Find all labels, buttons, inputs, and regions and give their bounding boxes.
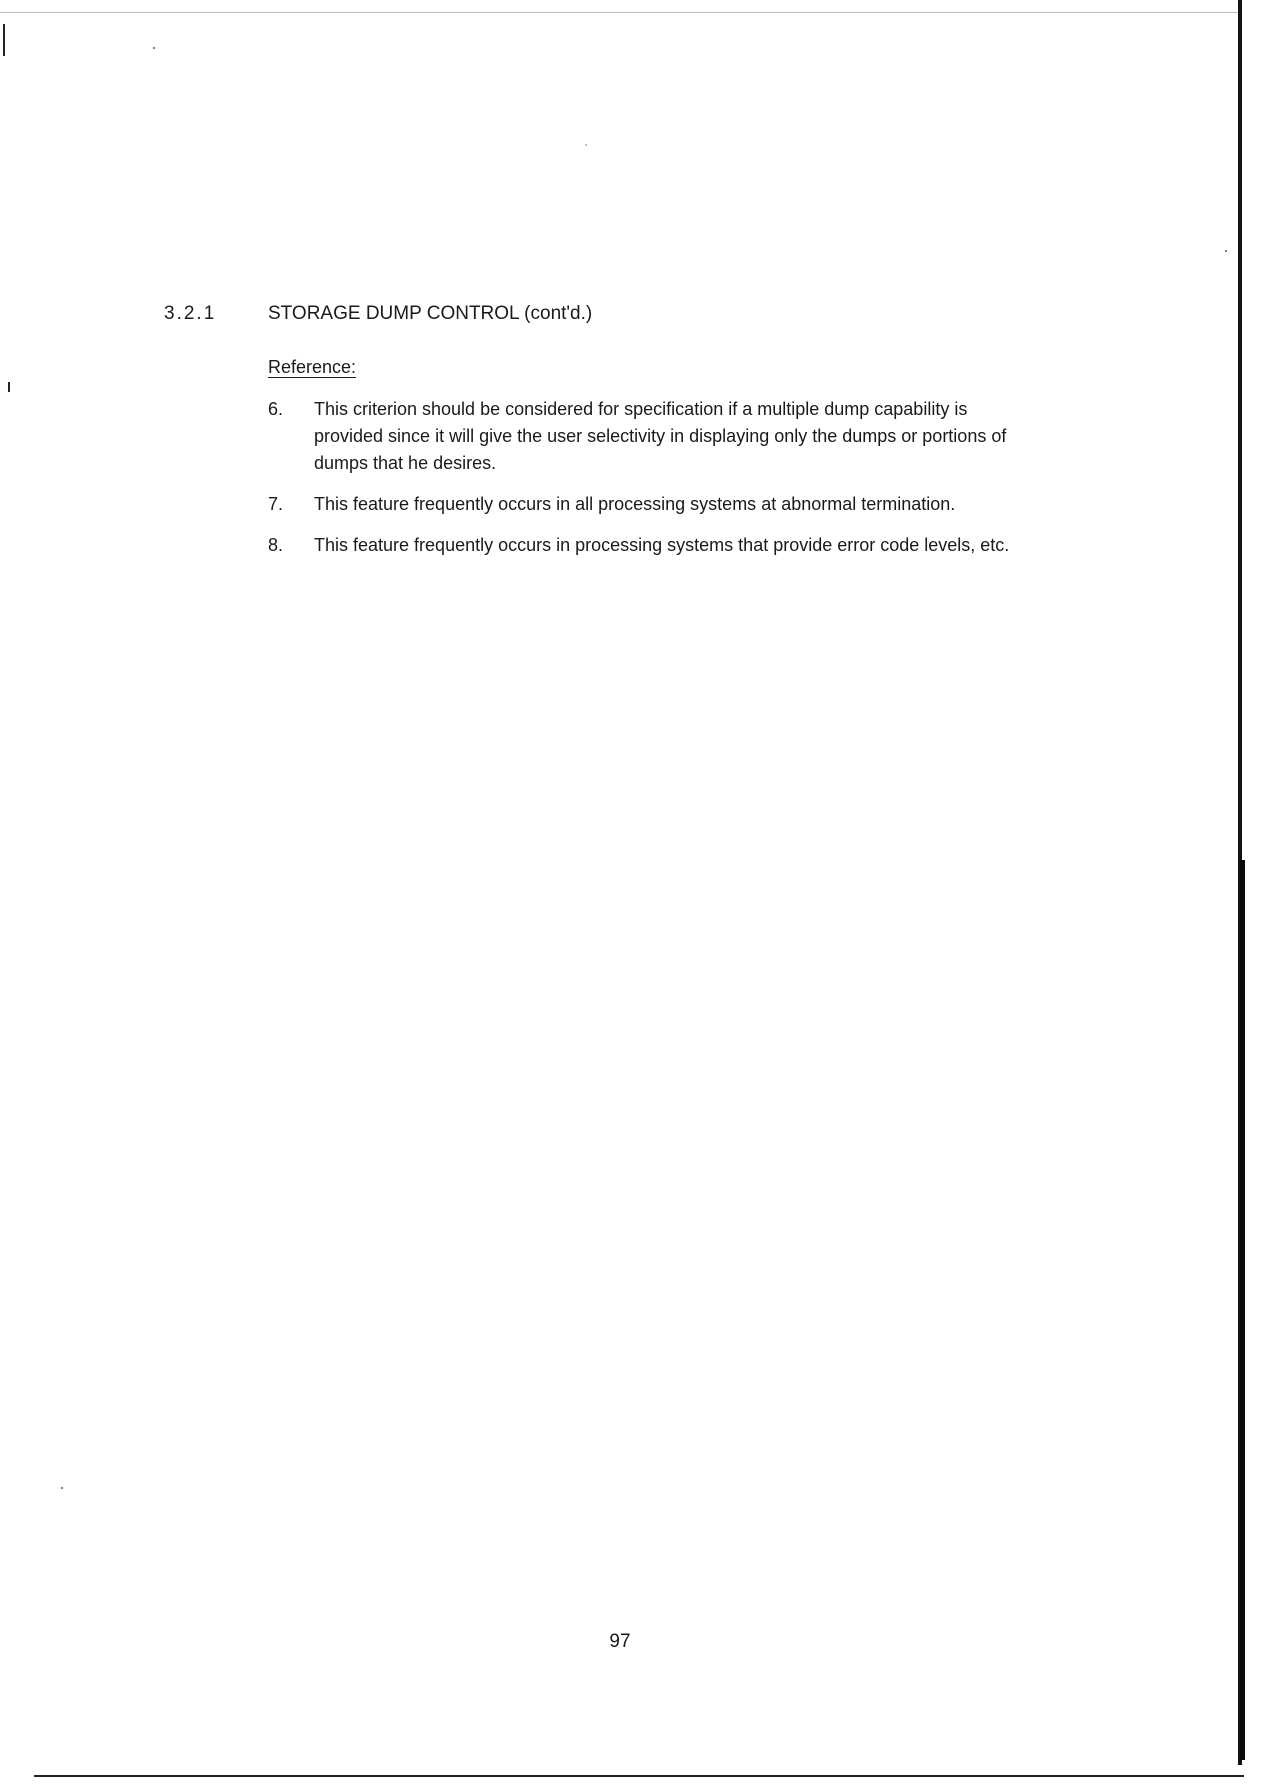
section-title: STORAGE DUMP CONTROL (cont'd.)	[268, 303, 593, 324]
reference-item-text: This feature frequently occurs in processing systems that provide error code levels, etc.	[314, 535, 1010, 555]
page-left-mark	[3, 24, 5, 56]
scan-speck	[585, 144, 587, 146]
page-bottom-edge	[34, 1775, 1244, 1777]
page-right-edge-shadow	[1240, 860, 1245, 1760]
section-number: 3.2.1	[164, 303, 217, 324]
reference-item-text: This feature frequently occurs in all processing systems at abnormal termination.	[314, 494, 956, 514]
page-number: 97	[609, 1631, 631, 1652]
reference-list	[268, 396, 1038, 573]
reference-item-number: 8.	[268, 535, 284, 555]
reference-item	[268, 491, 1038, 518]
reference-item	[268, 532, 1038, 559]
reference-label: Reference:	[268, 357, 357, 377]
scan-speck	[61, 1487, 63, 1489]
page-top-edge	[0, 12, 1240, 13]
scan-speck	[1225, 250, 1227, 252]
margin-mark	[8, 382, 10, 392]
reference-item-number: 7.	[268, 494, 284, 514]
reference-item	[268, 396, 1038, 477]
scan-speck	[153, 47, 155, 49]
reference-item-number: 6.	[268, 399, 284, 419]
reference-item-text: This criterion should be considered for specification if a multiple dump capability is provided since it will give the user selectivity in displaying only the dumps or portions of dumps that he desires.	[314, 399, 1007, 473]
